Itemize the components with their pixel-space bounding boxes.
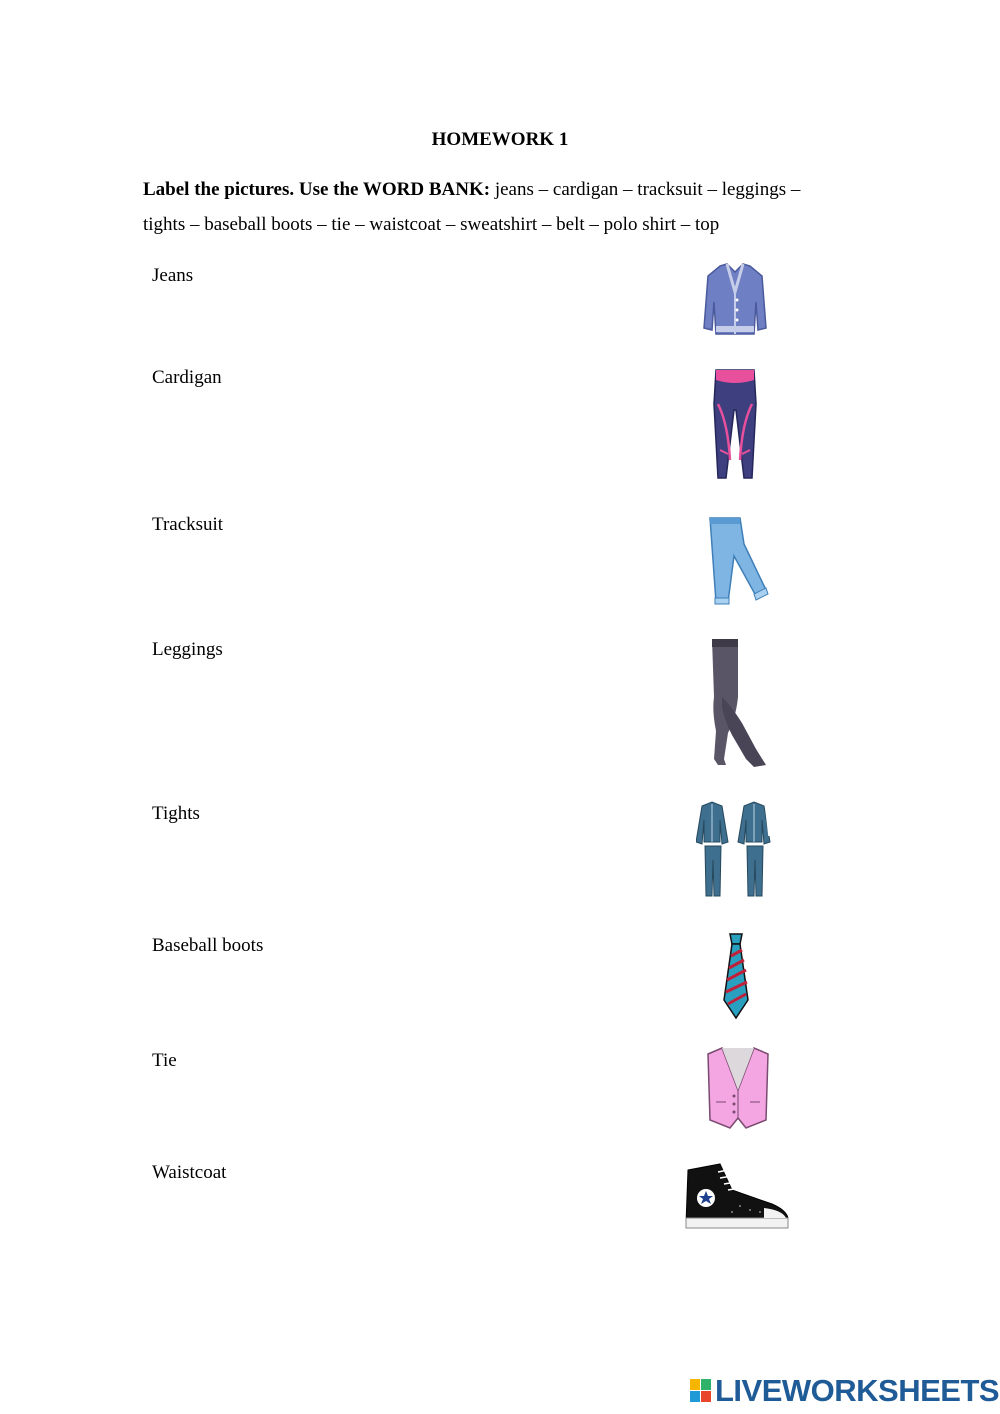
label-4[interactable]: Leggings [152,639,223,660]
tights-icon [702,637,772,771]
cardigan-icon [700,262,770,336]
label-8[interactable]: Waistcoat [152,1162,227,1183]
instructions-bold: Label the pictures. Use the WORD BANK: [143,179,491,200]
label-1[interactable]: Jeans [152,265,194,286]
leggings-icon [710,364,760,482]
label-3[interactable]: Tracksuit [152,514,224,535]
jeans-icon [704,514,770,606]
instructions [143,172,863,242]
word-bank-line-1: jeans – cardigan – tracksuit – leggings – [490,179,801,200]
label-7[interactable]: Tie [152,1050,177,1071]
liveworksheets-logo [690,1374,999,1408]
label-2[interactable]: Cardigan [152,367,222,388]
label-6[interactable]: Baseball boots [152,935,264,956]
baseball-boot-icon [680,1160,792,1232]
live-badge-icon [690,1379,712,1403]
tracksuit-icon [696,800,780,900]
logo-text: LIVEWORKSHEETS [715,1373,1000,1408]
waistcoat-icon [704,1046,772,1130]
word-bank-line-2: tights – baseball boots – tie – waistcoat – sweatshirt – belt – polo shirt – top [143,214,720,235]
page-title: HOMEWORK 1 [431,129,569,150]
tie-icon [718,932,754,1020]
label-5[interactable]: Tights [152,803,200,824]
